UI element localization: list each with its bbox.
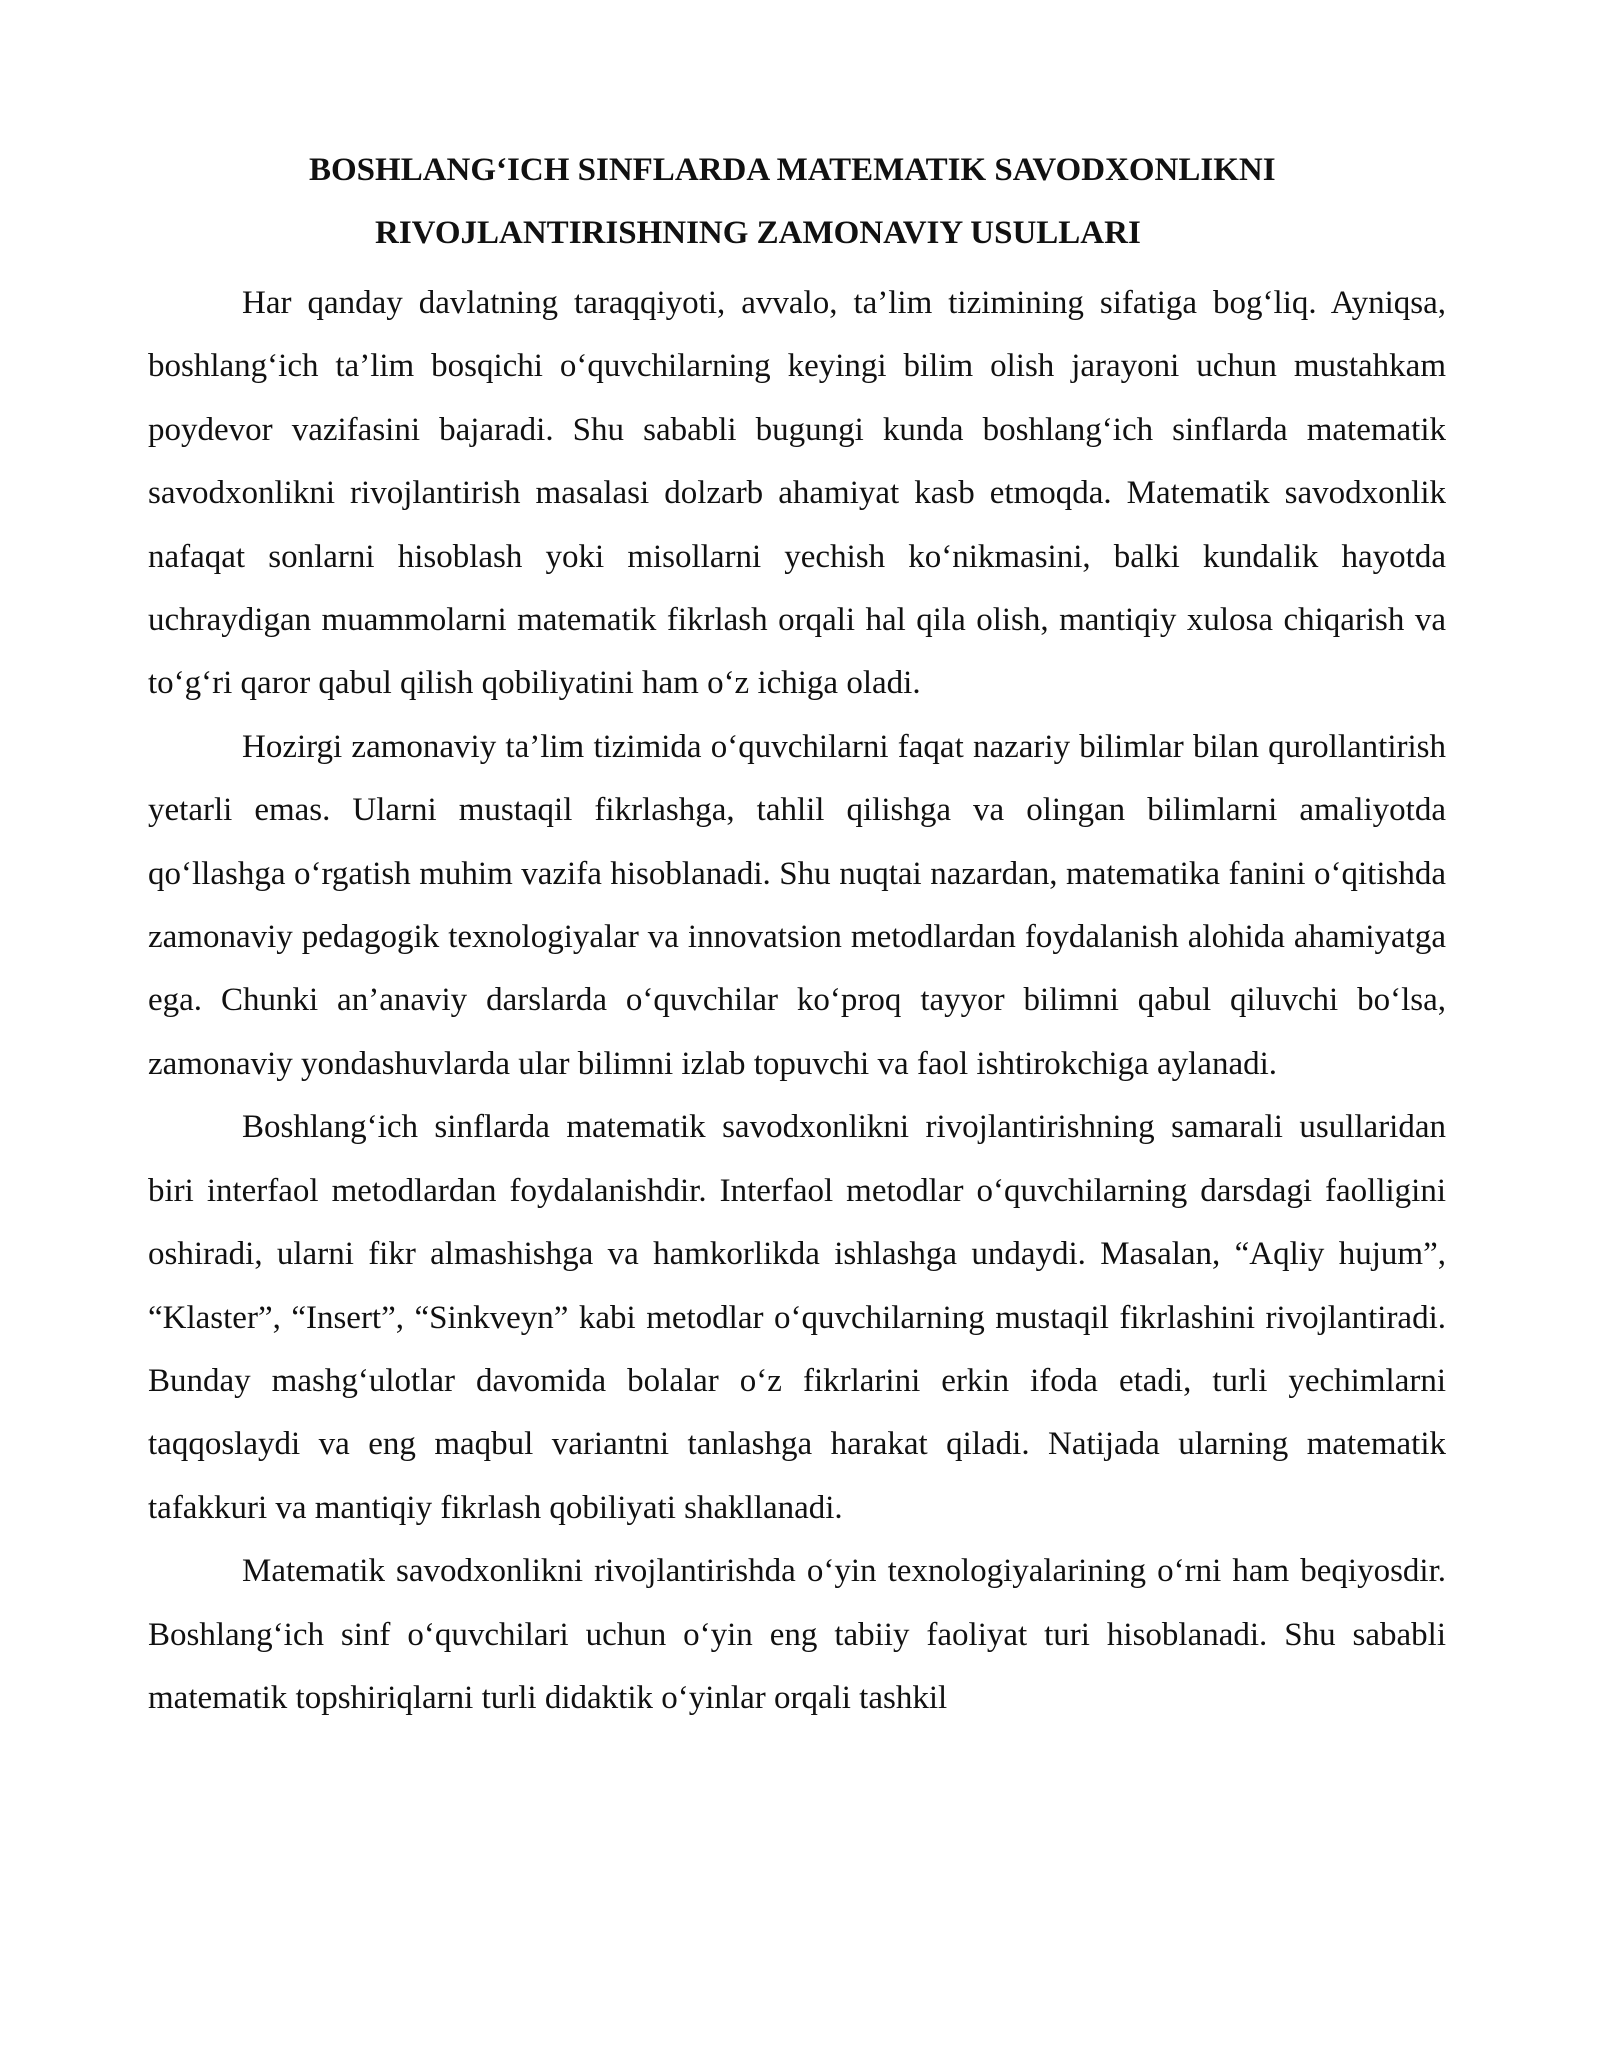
document-title-line-1: BOSHLANG‘ICH SINFLARDA MATEMATIK SAVODXONLIKNI: [309, 152, 1276, 188]
paragraph-2: Hozirgi zamonaviy ta’lim tizimida o‘quvchilarni faqat nazariy bilimlar bilan qurollantirish yetarli emas. Ularni mustaqil fikrlashga, tahlil qilishga va olingan bilimlarni amaliyotda qo‘llashga o‘rgatish muhim vazifa hisoblanadi. Shu nuqtai nazardan, matematika fanini o‘qitishda zamonaviy pedagogik texnologiyalar va innovatsion metodlardan foydalanish alohida ahamiyatga ega. Chunki an’anaviy darslarda o‘quvchilar ko‘proq tayyor bilimni qabul qiluvchi bo‘lsa, zamonaviy yondashuvlarda ular bilimni izlab topuvchi va faol ishtirokchiga aylanadi.: [148, 728, 1446, 1082]
paragraph-3: Boshlang‘ich sinflarda matematik savodxonlikni rivojlantirishning samarali usullaridan biri interfaol metodlardan foydalanishdir. Interfaol metodlar o‘quvchilarning darsdagi faolligini oshiradi, ularni fikr almashishga va hamkorlikda ishlashga undaydi. Masalan, “Aqliy hujum”, “Klaster”, “Insert”, “Sinkveyn” kabi metodlar o‘quvchilarning mustaqil fikrlashini rivojlantiradi. Bunday mashg‘ulotlar davomida bolalar o‘z fikrlarini erkin ifoda etadi, turli yechimlarni taqqoslaydi va eng maqbul variantni tanlashga harakat qiladi. Natijada ularning matematik tafakkuri va mantiqiy fikrlash qobiliyati shakllanadi.: [148, 1109, 1446, 1526]
paragraph-1: Har qanday davlatning taraqqiyoti, avvalo, ta’lim tizimining sifatiga bog‘liq. Ayniqsa, boshlang‘ich ta’lim bosqichi o‘quvchilarning keyingi bilim olish jarayoni uchun mustahkam poydevor vazifasini bajaradi. Shu sababli bugungi kunda boshlang‘ich sinflarda matematik savodxonlikni rivojlantirish masalasi dolzarb ahamiyat kasb etmoqda. Matematik savodxonlik nafaqat sonlarni hisoblash yoki misollarni yechish ko‘nikmasini, balki kundalik hayotda uchraydigan muammolarni matematik fikrlash orqali hal qila olish, mantiqiy xulosa chiqarish va to‘g‘ri qaror qabul qilish qobiliyatini ham o‘z ichiga oladi.: [148, 285, 1446, 702]
document-title-line-2: RIVOJLANTIRISHNING ZAMONAVIY USULLARI: [375, 215, 1141, 251]
document-body: [148, 272, 1446, 1730]
paragraph-4: Matematik savodxonlikni rivojlantirishda o‘yin texnologiyalarining o‘rni ham beqiyosdir. Boshlang‘ich sinf o‘quvchilari uchun o‘yin eng tabiiy faoliyat turi hisoblanadi. Shu sababli matematik topshiriqlarni turli didaktik o‘yinlar orqali tashkil: [148, 1553, 1446, 1716]
